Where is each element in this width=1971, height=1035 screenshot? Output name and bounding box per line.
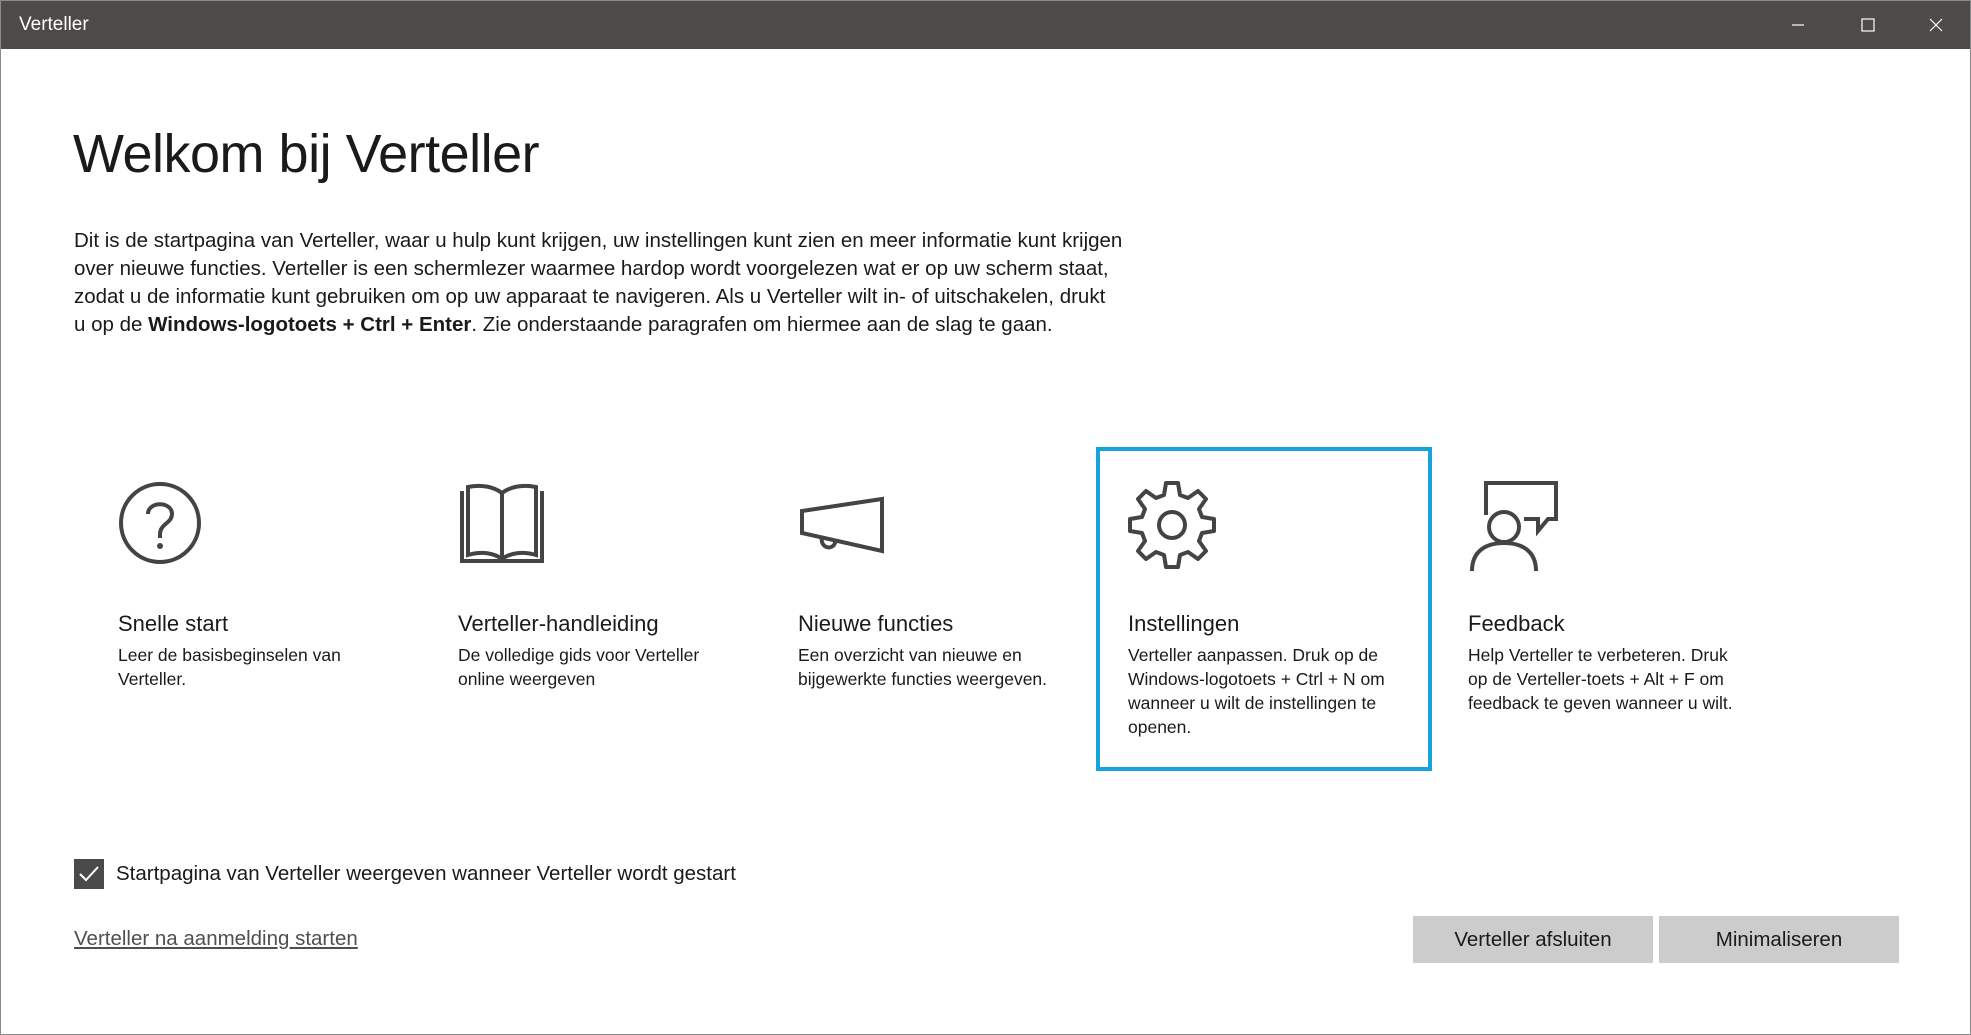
checkmark-icon (78, 863, 100, 885)
exit-narrator-button[interactable]: Verteller afsluiten (1413, 916, 1653, 963)
show-start-page-checkbox[interactable] (74, 859, 104, 889)
shortcut-text: Windows-logotoets + Ctrl + Enter (148, 313, 472, 336)
tile-description: De volledige gids voor Verteller online weergeven (458, 645, 700, 689)
close-window-button[interactable] (1902, 1, 1970, 49)
intro-line-1: Dit is de startpagina van Verteller, waar u hulp kunt krijgen, uw instellingen kunt zien en meer informatie kunt krijgen (74, 229, 1123, 252)
window-title: Verteller (19, 14, 89, 35)
tile-title: Nieuwe functies (798, 611, 954, 636)
title-bar[interactable] (1, 1, 1970, 49)
tile-feedback[interactable] (1436, 447, 1772, 771)
intro-line-4-prefix: u op de (74, 313, 149, 336)
question-circle-icon (118, 481, 210, 573)
tile-title: Snelle start (118, 611, 229, 636)
tile-title: Verteller-handleiding (458, 611, 659, 636)
intro-line-4-suffix: . Zie onderstaande paragrafen om hiermee aan de slag te gaan. (471, 313, 1053, 336)
close-icon (1928, 17, 1944, 33)
tile-title: Feedback (1468, 611, 1565, 636)
intro-paragraph (74, 227, 1184, 339)
intro-line-2: over nieuwe functies. Verteller is een schermlezer waarmee hardop wordt voorgelezen wat er op uw scherm staat, (74, 257, 1109, 280)
tile-settings[interactable] (1096, 447, 1432, 771)
intro-line-3: zodat u de informatie kunt gebruiken om op uw apparaat te navigeren. Als u Verteller wilt in- of uitschakelen, drukt (74, 285, 1106, 308)
tile-new-features[interactable] (766, 447, 1102, 771)
tile-description: Leer de basisbeginselen van Verteller. (118, 645, 341, 689)
tile-narrator-guide[interactable] (426, 447, 762, 771)
checkbox-label[interactable]: Startpagina van Verteller weergeven wanneer Verteller wordt gestart (116, 862, 736, 885)
minimize-icon (1790, 17, 1806, 33)
megaphone-icon (798, 481, 890, 573)
tile-grid (86, 447, 1786, 771)
minimize-window-button[interactable] (1764, 1, 1832, 49)
page-title: Welkom bij Verteller (73, 124, 540, 184)
show-start-page-option[interactable] (74, 859, 736, 889)
maximize-window-button[interactable] (1834, 1, 1902, 49)
tile-title: Instellingen (1128, 611, 1240, 636)
book-icon (458, 481, 550, 573)
tile-description: Verteller aanpassen. Druk op de Windows-logotoets + Ctrl + N om wanneer u wilt de instellingen te openen. (1128, 645, 1385, 737)
start-after-signin-link[interactable]: Verteller na aanmelding starten (74, 927, 358, 950)
tile-quick-start[interactable] (86, 447, 422, 771)
tile-description: Help Verteller te verbeteren. Druk op de Verteller-toets + Alt + F om feedback te geven wanneer u wilt. (1468, 645, 1733, 713)
tile-description: Een overzicht van nieuwe en bijgewerkte functies weergeven. (798, 645, 1048, 689)
minimize-button[interactable]: Minimaliseren (1659, 916, 1899, 963)
feedback-person-icon (1468, 481, 1560, 573)
maximize-icon (1860, 17, 1876, 33)
gear-icon (1128, 481, 1220, 573)
